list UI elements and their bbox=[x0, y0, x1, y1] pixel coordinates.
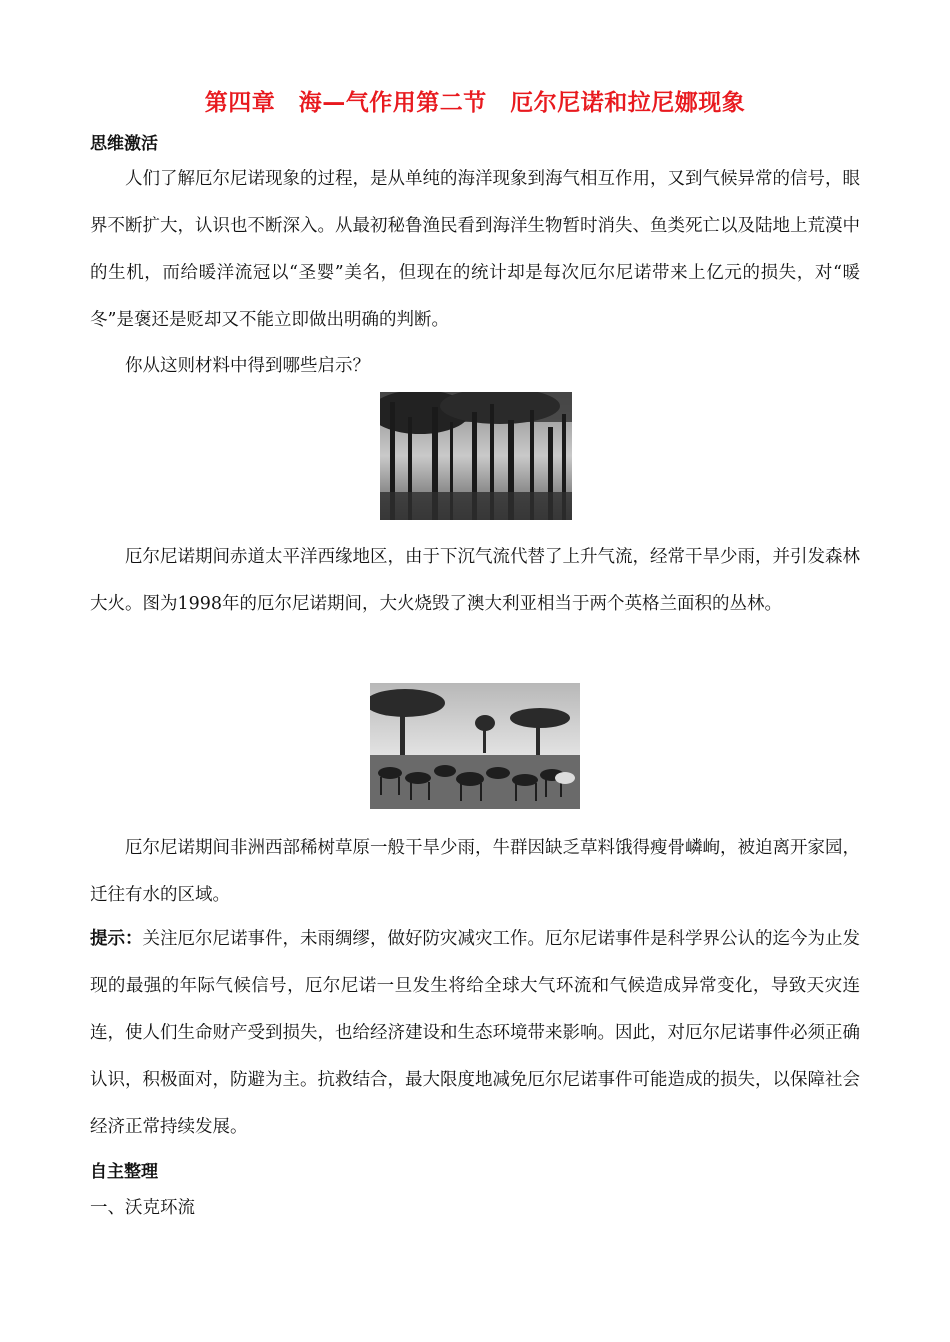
hint-label: 提示： bbox=[90, 929, 143, 949]
figure2-caption: 厄尔尼诺期间非洲西部稀树草原一般干旱少雨，牛群因缺乏草料饿得瘦骨嶙峋，被迫离开家园，迁往有水的区域。 bbox=[90, 838, 860, 905]
figure1-caption: 厄尔尼诺期间赤道太平洋西缘地区，由于下沉气流代替了上升气流，经常干旱少雨，并引发森林大火。图为1998年的厄尔尼诺期间，大火烧毁了澳大利亚相当于两个英格兰面积的丛林。 bbox=[90, 547, 860, 614]
page-title: 第四章 海—气作用第二节 厄尔尼诺和拉尼娜现象 bbox=[204, 90, 746, 116]
intro-paragraph: 人们了解厄尔尼诺现象的过程，是从单纯的海洋现象到海气相互作用，又到气候异常的信号，眼界不断扩大，认识也不断深入。从最初秘鲁渔民看到海洋生物暂时消失、鱼类死亡以及陆地上荒漠中的生机，而给暖洋流冠以“圣婴”美名，但现在的统计却是每次厄尔尼诺带来上亿元的损失，对“暖冬”是褒还是贬却又不能立即做出明确的判断。 bbox=[90, 169, 860, 330]
hint-text: 关注厄尔尼诺事件，未雨绸缪，做好防灾减灾工作。厄尔尼诺事件是科学界公认的迄今为止发现的最强的年际气候信号，厄尔尼诺一旦发生将给全球大气环流和气候造成异常变化，导致天灾连连，使人们生命财产受到损失，也给经济建设和生态环境带来影响。因此，对厄尔尼诺事件必须正确认识，积极面对，防避为主。抗救结合，最大限度地减免厄尔尼诺事件可能造成的损失，以保障社会经济正常持续发展。 bbox=[90, 929, 860, 1137]
question-paragraph: 你从这则材料中得到哪些启示？ bbox=[125, 356, 370, 376]
cattle-savanna-photo bbox=[370, 683, 580, 809]
outline-item-walker-circulation: 一、沃克环流 bbox=[90, 1198, 195, 1218]
hint-paragraph bbox=[90, 916, 860, 1151]
section-heading-self-study: 自主整理 bbox=[90, 1162, 158, 1182]
section-heading-thinking: 思维激活 bbox=[90, 134, 158, 154]
forest-fire-photo bbox=[380, 392, 572, 520]
